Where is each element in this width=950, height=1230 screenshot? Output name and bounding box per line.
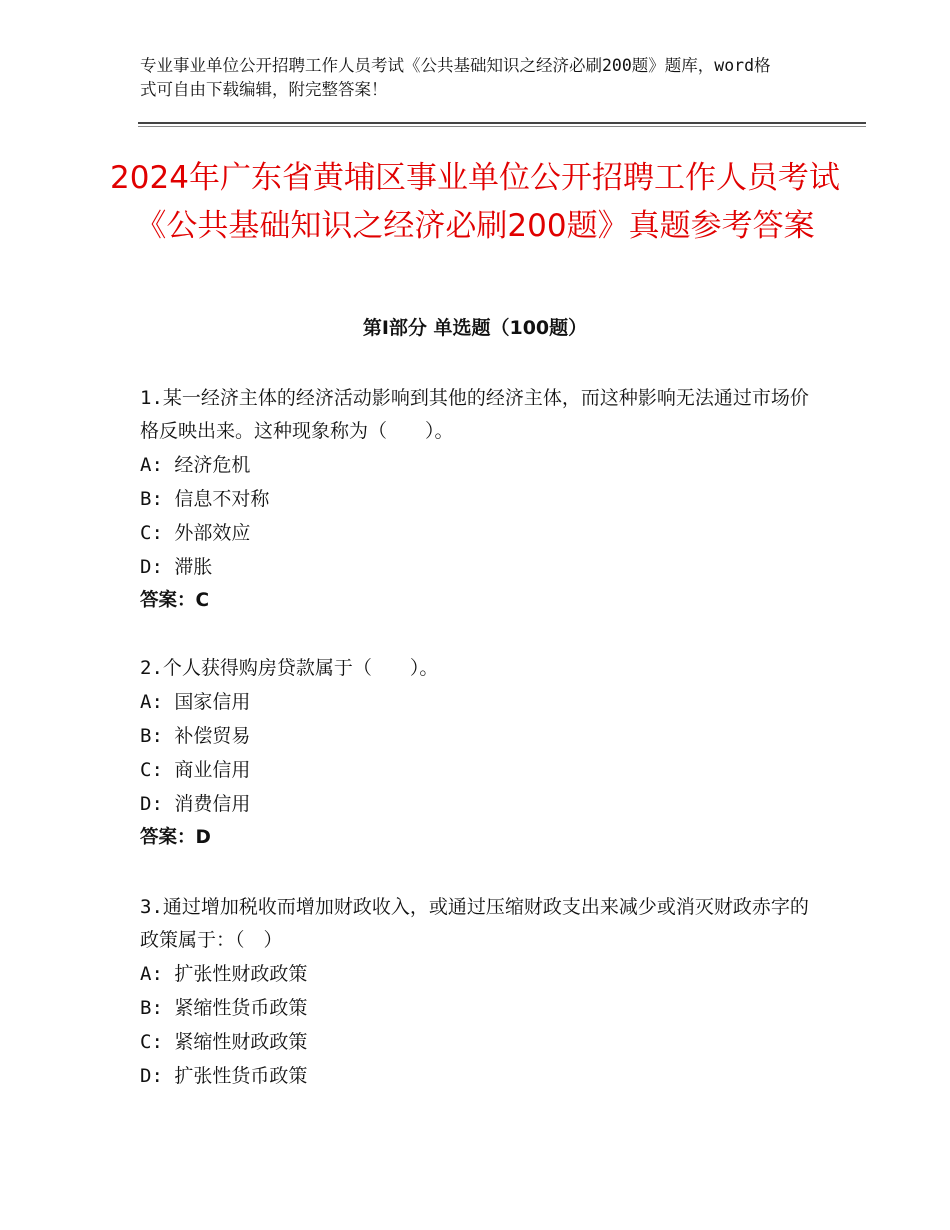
header-rule-thick [138,122,866,124]
question-1 [140,382,820,618]
answer: 答案：D [140,827,211,848]
option-b: B: 补偿贸易 [140,725,251,747]
option-b: B: 信息不对称 [140,488,270,510]
question-2 [140,652,820,855]
option-b: B: 紧缩性货币政策 [140,997,308,1019]
option-a: A: 扩张性财政政策 [140,963,308,985]
header-rule-thin [138,126,866,127]
document-title: 2024年广东省黄埔区事业单位公开招聘工作人员考试《公共基础知识之经济必刷200题》真题参考答案 [110,160,840,244]
option-c: C: 紧缩性财政政策 [140,1031,308,1053]
option-d: D: 扩张性货币政策 [140,1065,308,1087]
option-a: A: 经济危机 [140,454,251,476]
header-note: 专业事业单位公开招聘工作人员考试《公共基础知识之经济必刷200题》题库，word格式可自由下载编辑，附完整答案！ [140,56,771,99]
question-stem: 3.通过增加税收而增加财政收入，或通过压缩财政支出来减少或消灭财政赤字的政策属于：（ ） [140,896,809,951]
answer: 答案：C [140,590,210,611]
option-c: C: 商业信用 [140,759,251,781]
question-stem: 1.某一经济主体的经济活动影响到其他的经济主体，而这种影响无法通过市场价格反映出来。这种现象称为（ ）。 [140,387,809,442]
option-d: D: 滞胀 [140,556,213,578]
question-stem: 2.个人获得购房贷款属于（ ）。 [140,657,439,679]
option-a: A: 国家信用 [140,691,251,713]
option-d: D: 消费信用 [140,793,251,815]
option-c: C: 外部效应 [140,522,251,544]
question-3 [140,891,820,1093]
section-heading: 第Ⅰ部分 单选题（100题） [362,317,588,339]
